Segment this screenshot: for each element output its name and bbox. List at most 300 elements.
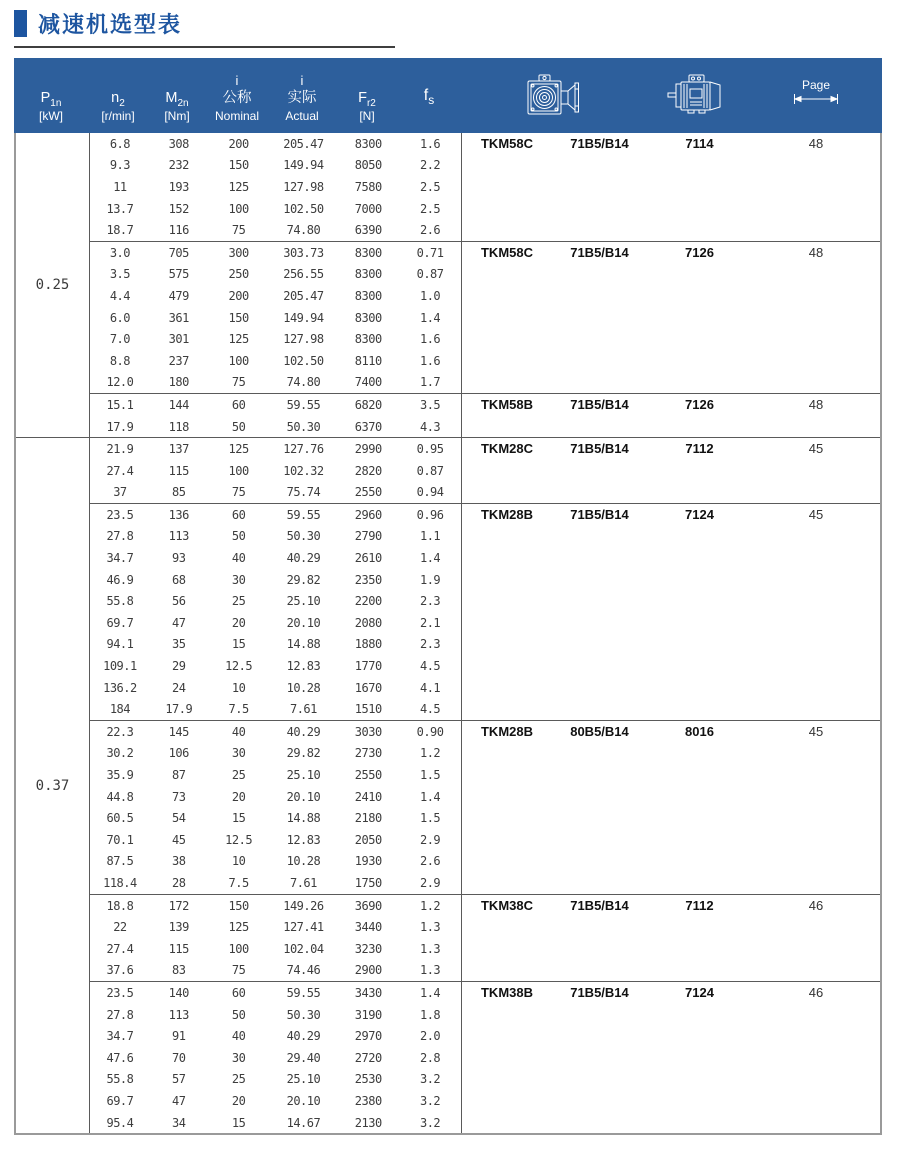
table-cell: 50.30	[286, 1007, 321, 1022]
table-cell: 127.98	[283, 179, 324, 194]
table-row	[90, 829, 461, 851]
table-cell: 40.29	[286, 551, 321, 566]
table-cell: 2.3	[419, 594, 441, 609]
gearbox-model: TKM28B	[480, 507, 533, 523]
table-cell: 0.90	[416, 724, 444, 739]
table-cell: 127.41	[283, 920, 324, 935]
table-row	[90, 285, 461, 307]
table-cell: 54	[172, 811, 186, 826]
table-cell: 10.28	[286, 680, 321, 695]
table-cell: 136.2	[103, 680, 137, 695]
table-cell: 75	[231, 485, 246, 500]
table-cell: 87	[172, 768, 186, 783]
table-cell: 40	[231, 551, 246, 566]
table-cell: 100	[228, 353, 249, 368]
table-cell: 109.1	[103, 659, 137, 674]
table-cell: 300	[228, 245, 249, 260]
table-cell: 1.6	[419, 353, 441, 368]
table-cell: 118.4	[103, 875, 137, 890]
table-cell: 20	[231, 789, 246, 804]
table-cell: 29	[172, 659, 186, 674]
table-cell: 6.8	[109, 136, 131, 151]
table-cell: 200	[228, 288, 249, 303]
table-cell: 18.7	[106, 223, 134, 238]
table-cell: 10.28	[286, 854, 321, 869]
table-cell: 37	[113, 485, 127, 500]
table-cell: 1.2	[419, 898, 441, 913]
page-number: 48	[808, 397, 824, 413]
table-cell: 2970	[354, 1029, 382, 1044]
table-cell: 1510	[354, 702, 382, 717]
table-cell: 152	[168, 201, 189, 216]
table-row	[90, 743, 461, 765]
table-cell: 1.4	[419, 789, 441, 804]
table-cell: 27.8	[106, 529, 134, 544]
model-block	[90, 981, 880, 1133]
motor-flange: 71B5/B14	[570, 136, 629, 151]
title-row	[0, 0, 900, 39]
table-cell: 479	[168, 288, 189, 303]
table-cell: 15	[231, 637, 246, 652]
table-cell: 60	[231, 397, 246, 412]
table-cell: 21.9	[106, 442, 134, 457]
table-cell: 575	[168, 267, 189, 282]
table-row	[90, 698, 461, 720]
table-cell: 2960	[354, 507, 382, 522]
header-i-nominal: i 公称 Nominal	[214, 73, 259, 123]
table-cell: 2730	[354, 746, 382, 761]
table-row	[90, 198, 461, 220]
table-cell: 30	[231, 1050, 246, 1065]
motor-flange: 71B5/B14	[570, 985, 629, 1001]
table-cell: 25.10	[286, 594, 321, 609]
motor-size: 7126	[685, 397, 714, 413]
table-cell: 2080	[354, 615, 382, 630]
table-cell: 1770	[354, 659, 382, 674]
table-cell: 7.5	[228, 702, 249, 717]
header-fr2: $F_{r2}$ [N]	[358, 90, 376, 123]
table-cell: 8300	[354, 267, 382, 282]
table-cell: 59.55	[286, 985, 321, 1000]
table-cell: 2.5	[419, 179, 441, 194]
table-cell: 2.3	[419, 637, 441, 652]
table-cell: 47	[172, 1093, 186, 1108]
table-cell: 27.4	[106, 463, 134, 478]
table-cell: 23.5	[106, 985, 134, 1000]
table-cell: 361	[168, 310, 189, 325]
gearbox-model: TKM58C	[480, 136, 533, 151]
model-info	[462, 895, 880, 917]
header-fs: $f_s$	[423, 87, 435, 108]
table-cell: 60	[231, 507, 246, 522]
table-cell: 25	[231, 768, 246, 783]
table-cell: 75	[231, 375, 246, 390]
table-cell: 60.5	[106, 811, 134, 826]
table-cell: 70.1	[106, 832, 134, 847]
table-cell: 115	[168, 463, 189, 478]
table-cell: 29.40	[286, 1050, 321, 1065]
table-cell: 3.2	[419, 1093, 441, 1108]
table-cell: 69.7	[106, 1093, 134, 1108]
table-cell: 14.67	[286, 1115, 321, 1130]
table-cell: 1.4	[419, 310, 441, 325]
table-cell: 100	[228, 941, 249, 956]
table-cell: 2820	[354, 463, 382, 478]
table-cell: 25.10	[286, 1072, 321, 1087]
table-cell: 250	[228, 267, 249, 282]
table-cell: 46.9	[106, 572, 134, 587]
table-cell: 180	[168, 375, 189, 390]
table-cell: 74.46	[286, 963, 321, 978]
table-cell: 7.61	[289, 875, 317, 890]
table-cell: 3.2	[419, 1115, 441, 1130]
table-row	[90, 328, 461, 350]
motor-flange: 71B5/B14	[570, 507, 629, 523]
table-cell: 40	[231, 724, 246, 739]
table-cell: 55.8	[106, 1072, 134, 1087]
table-cell: 4.1	[419, 680, 441, 695]
motor-size: 7112	[685, 897, 714, 913]
table-cell: 47	[172, 615, 186, 630]
page-number: 48	[808, 136, 824, 151]
table-cell: 3440	[354, 920, 382, 935]
motor-size: 7114	[685, 136, 714, 151]
table-row	[90, 872, 461, 894]
data-rows	[90, 133, 462, 241]
table-cell: 2.9	[419, 832, 441, 847]
motor-size: 7126	[685, 244, 714, 260]
data-rows	[90, 504, 462, 720]
table-cell: 113	[168, 529, 189, 544]
table-cell: 59.55	[286, 397, 321, 412]
table-cell: 125	[228, 332, 249, 347]
table-cell: 127.98	[283, 332, 324, 347]
table-cell: 150	[228, 158, 249, 173]
table-cell: 1.1	[419, 529, 441, 544]
table-cell: 0.96	[416, 507, 444, 522]
motor-flange: 71B5/B14	[570, 897, 629, 913]
table-cell: 7400	[354, 375, 382, 390]
table-row	[90, 677, 461, 699]
table-cell: 2.8	[419, 1050, 441, 1065]
block-list	[90, 438, 880, 1133]
table-cell: 1.4	[419, 985, 441, 1000]
table-cell: 7.5	[228, 875, 249, 890]
table-cell: 34.7	[106, 1029, 134, 1044]
table-row	[90, 895, 461, 917]
table-cell: 22	[113, 920, 127, 935]
table-row	[90, 1004, 461, 1026]
table-cell: 17.9	[106, 419, 134, 434]
title-underline	[14, 46, 395, 48]
table-row	[90, 569, 461, 591]
table-cell: 2.6	[419, 223, 441, 238]
table-cell: 3.0	[109, 245, 131, 260]
table-cell: 14.88	[286, 637, 321, 652]
motor-flange: 71B5/B14	[570, 244, 629, 260]
table-cell: 20	[231, 1093, 246, 1108]
header-motor-cell	[645, 58, 750, 133]
table-cell: 12.5	[225, 832, 253, 847]
table-cell: 70	[172, 1050, 186, 1065]
table-row	[90, 1025, 461, 1047]
table-cell: 205.47	[283, 288, 324, 303]
table-cell: 6370	[354, 419, 382, 434]
table-cell: 149.26	[283, 898, 324, 913]
table-cell: 8300	[354, 288, 382, 303]
table-cell: 2550	[354, 485, 382, 500]
table-cell: 1.7	[419, 375, 441, 390]
table-cell: 7.0	[109, 332, 131, 347]
table-cell: 118	[168, 419, 189, 434]
table-row	[90, 634, 461, 656]
table-cell: 2.0	[419, 1029, 441, 1044]
table-row	[90, 916, 461, 938]
table-cell: 3190	[354, 1007, 382, 1022]
table-body	[14, 133, 882, 1135]
gearbox-model: TKM38B	[480, 985, 533, 1001]
power-group	[16, 437, 880, 1133]
table-cell: 705	[168, 245, 189, 260]
table-row	[90, 547, 461, 569]
table-cell: 2350	[354, 572, 382, 587]
model-block	[90, 438, 880, 503]
table-cell: 2.9	[419, 875, 441, 890]
table-cell: 308	[168, 136, 189, 151]
model-block	[90, 133, 880, 241]
page-label: Page	[801, 78, 831, 92]
table-row	[90, 938, 461, 960]
table-cell: 20.10	[286, 789, 321, 804]
table-cell: 149.94	[283, 158, 324, 173]
table-row	[90, 394, 461, 416]
table-cell: 40	[231, 1029, 246, 1044]
table-cell: 6.0	[109, 310, 131, 325]
table-cell: 115	[168, 941, 189, 956]
table-cell: 35.9	[106, 768, 134, 783]
table-cell: 3030	[354, 724, 382, 739]
table-cell: 93	[172, 551, 186, 566]
table-row	[90, 416, 461, 438]
table-cell: 22.3	[106, 724, 134, 739]
table-cell: 7580	[354, 179, 382, 194]
table-cell: 136	[168, 507, 189, 522]
table-row	[90, 526, 461, 548]
table-cell: 301	[168, 332, 189, 347]
model-info	[462, 133, 880, 155]
table-cell: 34	[172, 1115, 186, 1130]
table-cell: 144	[168, 397, 189, 412]
table-cell: 73	[172, 789, 186, 804]
motor-flange: 71B5/B14	[570, 397, 629, 413]
model-info	[462, 721, 880, 743]
table-cell: 232	[168, 158, 189, 173]
model-block	[90, 720, 880, 894]
table-cell: 4.3	[419, 419, 441, 434]
table-cell: 13.7	[106, 201, 134, 216]
table-cell: 1.4	[419, 551, 441, 566]
table-cell: 40.29	[286, 724, 321, 739]
table-cell: 0.87	[416, 267, 444, 282]
model-info	[462, 438, 880, 460]
table-cell: 184	[109, 702, 131, 717]
table-cell: 12.83	[286, 659, 321, 674]
table-cell: 6390	[354, 223, 382, 238]
table-cell: 75.74	[286, 485, 321, 500]
table-row	[90, 655, 461, 677]
table-cell: 75	[231, 223, 246, 238]
table-cell: 50.30	[286, 529, 321, 544]
worm-gearbox-icon	[523, 72, 583, 120]
table-cell: 14.88	[286, 811, 321, 826]
page-number: 45	[808, 441, 824, 457]
table-cell: 4.5	[419, 659, 441, 674]
table-cell: 59.55	[286, 507, 321, 522]
table-row	[90, 721, 461, 743]
table-cell: 9.3	[109, 158, 131, 173]
table-cell: 75	[231, 963, 246, 978]
table-cell: 116	[168, 223, 189, 238]
table-cell: 8300	[354, 136, 382, 151]
table-cell: 91	[172, 1029, 186, 1044]
block-list	[90, 133, 880, 437]
table-cell: 102.04	[283, 941, 324, 956]
table-row	[90, 1047, 461, 1069]
table-cell: 74.80	[286, 223, 321, 238]
table-cell: 8300	[354, 245, 382, 260]
data-rows	[90, 982, 462, 1133]
header-i-actual: i 实际 Actual	[285, 73, 319, 123]
table-cell: 95.4	[106, 1115, 134, 1130]
table-cell: 2180	[354, 811, 382, 826]
motor-flange: 71B5/B14	[570, 441, 629, 457]
page-number: 45	[808, 724, 824, 740]
table-cell: 94.1	[106, 637, 134, 652]
motor-size: 8016	[685, 724, 714, 740]
table-row	[90, 982, 461, 1004]
table-cell: 30	[231, 746, 246, 761]
table-cell: 127.76	[283, 442, 324, 457]
table-cell: 125	[228, 920, 249, 935]
table-cell: 25	[231, 1072, 246, 1087]
table-cell: 1.3	[419, 963, 441, 978]
table-cell: 3.2	[419, 1072, 441, 1087]
table-cell: 25.10	[286, 768, 321, 783]
table-cell: 8300	[354, 332, 382, 347]
table-cell: 2.5	[419, 201, 441, 216]
table-cell: 256.55	[283, 267, 324, 282]
table-cell: 24	[172, 680, 186, 695]
table-row	[90, 960, 461, 982]
table-cell: 30.2	[106, 746, 134, 761]
table-cell: 3230	[354, 941, 382, 956]
table-cell: 45	[172, 832, 186, 847]
table-cell: 50	[231, 1007, 246, 1022]
table-cell: 34.7	[106, 551, 134, 566]
table-cell: 145	[168, 724, 189, 739]
table-cell: 0.94	[416, 485, 444, 500]
table-row	[90, 264, 461, 286]
page-title: 减速机选型表	[38, 12, 183, 37]
table-cell: 4.4	[109, 288, 131, 303]
table-cell: 40.29	[286, 1029, 321, 1044]
data-rows	[90, 394, 462, 437]
table-cell: 140	[168, 985, 189, 1000]
table-cell: 1750	[354, 875, 382, 890]
table-row	[90, 460, 461, 482]
table-row	[90, 350, 461, 372]
motor-flange: 80B5/B14	[570, 724, 629, 740]
table-cell: 3690	[354, 898, 382, 913]
table-row	[90, 155, 461, 177]
table-row	[90, 851, 461, 873]
table-cell: 55.8	[106, 594, 134, 609]
table-cell: 11	[113, 179, 127, 194]
header-p1n: $P_{1n}$ [kW]	[39, 90, 63, 123]
table-cell: 8110	[354, 353, 382, 368]
table-cell: 1880	[354, 637, 382, 652]
table-cell: 2.2	[419, 158, 441, 173]
table-cell: 87.5	[106, 854, 134, 869]
table-cell: 125	[228, 442, 249, 457]
table-cell: 172	[168, 898, 189, 913]
data-rows	[90, 895, 462, 981]
gearbox-model: TKM28B	[480, 724, 533, 740]
table-row	[90, 786, 461, 808]
table-row	[90, 372, 461, 394]
header-gearbox-cell	[460, 58, 645, 133]
data-rows	[90, 438, 462, 503]
table-cell: 1.5	[419, 811, 441, 826]
table-cell: 28	[172, 875, 186, 890]
table-cell: 150	[228, 310, 249, 325]
table-cell: 1930	[354, 854, 382, 869]
table-cell: 2.6	[419, 854, 441, 869]
table-cell: 27.8	[106, 1007, 134, 1022]
table-cell: 17.9	[165, 702, 193, 717]
table-cell: 60	[231, 985, 246, 1000]
gearbox-model: TKM38C	[480, 897, 533, 913]
gearbox-model: TKM28C	[480, 441, 533, 457]
table-cell: 193	[168, 179, 189, 194]
data-rows	[90, 242, 462, 393]
table-cell: 15.1	[106, 397, 134, 412]
table-cell: 6820	[354, 397, 382, 412]
model-block	[90, 894, 880, 981]
table-cell: 69.7	[106, 615, 134, 630]
table-cell: 1.9	[419, 572, 441, 587]
table-cell: 4.5	[419, 702, 441, 717]
table-row	[90, 612, 461, 634]
table-cell: 1.6	[419, 332, 441, 347]
table-cell: 35	[172, 637, 186, 652]
table-cell: 44.8	[106, 789, 134, 804]
model-block	[90, 241, 880, 393]
table-cell: 8050	[354, 158, 382, 173]
table-cell: 29.82	[286, 572, 321, 587]
table-cell: 2130	[354, 1115, 382, 1130]
table-cell: 102.50	[283, 353, 324, 368]
table-cell: 2.1	[419, 615, 441, 630]
table-cell: 150	[228, 898, 249, 913]
table-row	[90, 482, 461, 504]
table-cell: 1.6	[419, 136, 441, 151]
page-number: 45	[808, 507, 824, 523]
table-row	[90, 1090, 461, 1112]
table-cell: 1.2	[419, 746, 441, 761]
table-cell: 50	[231, 419, 246, 434]
table-cell: 10	[231, 680, 246, 695]
